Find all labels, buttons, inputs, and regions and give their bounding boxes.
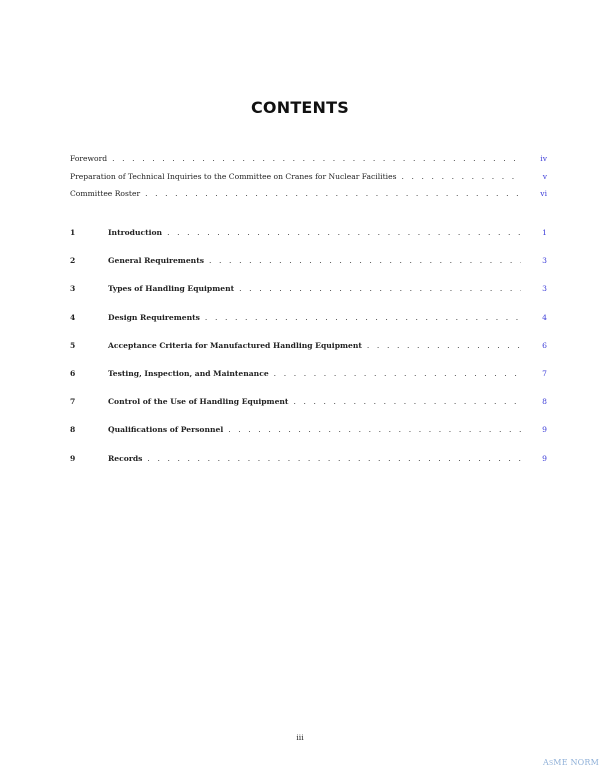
entry-title[interactable]: Design Requirements bbox=[108, 312, 200, 322]
entry-title[interactable]: Records bbox=[108, 453, 143, 463]
section-number: 8 bbox=[70, 425, 76, 435]
dot-leader bbox=[274, 368, 521, 380]
dot-leader bbox=[205, 312, 521, 324]
dot-leader bbox=[367, 340, 521, 352]
page-link[interactable]: 1 bbox=[542, 228, 547, 237]
entry-title[interactable]: Introduction bbox=[108, 228, 163, 237]
section-number: 9 bbox=[70, 453, 76, 463]
entry-title[interactable]: Qualifications of Personnel bbox=[108, 425, 224, 435]
page-link[interactable]: 8 bbox=[542, 397, 547, 407]
page-link[interactable]: 3 bbox=[542, 256, 547, 266]
entry-title[interactable]: General Requirements bbox=[108, 256, 204, 266]
section-number: 6 bbox=[70, 369, 76, 378]
entry-title[interactable]: Preparation of Technical Inquiries to the Committee on Cranes for Nuclear Facilities bbox=[70, 171, 397, 181]
page-link[interactable]: 9 bbox=[542, 453, 547, 463]
toc-section-entry[interactable] bbox=[70, 227, 547, 239]
toc-section-entry[interactable] bbox=[70, 453, 547, 465]
dot-leader bbox=[293, 396, 521, 408]
page-link[interactable]: v bbox=[542, 171, 547, 181]
section-number: 3 bbox=[70, 284, 76, 294]
entry-title[interactable]: Types of Handling Equipment bbox=[108, 284, 235, 294]
toc-front-matter-entry[interactable] bbox=[70, 153, 547, 165]
toc-section-entry[interactable] bbox=[70, 396, 547, 408]
page-link[interactable]: 6 bbox=[542, 340, 547, 350]
page-link[interactable]: iv bbox=[540, 154, 547, 163]
page-link[interactable]: vi bbox=[540, 189, 547, 198]
toc-front-matter-entry[interactable] bbox=[70, 171, 547, 183]
entry-title[interactable]: Committee Roster bbox=[70, 189, 141, 198]
toc-section-entry[interactable] bbox=[70, 424, 547, 436]
page-link[interactable]: 4 bbox=[542, 312, 547, 322]
page-link[interactable]: 7 bbox=[542, 369, 547, 378]
page-link[interactable]: 9 bbox=[542, 425, 547, 435]
dot-leader bbox=[228, 424, 521, 436]
page-title: CONTENTS bbox=[250, 98, 349, 117]
section-number: 4 bbox=[70, 312, 76, 322]
page-number: iii bbox=[296, 733, 304, 742]
dot-leader bbox=[147, 453, 521, 465]
section-number: 1 bbox=[70, 228, 76, 237]
entry-title[interactable]: Foreword bbox=[70, 154, 108, 163]
dot-leader bbox=[401, 171, 521, 183]
section-number: 5 bbox=[70, 340, 76, 350]
toc-section-entry[interactable] bbox=[70, 340, 547, 352]
dot-leader bbox=[209, 255, 521, 267]
toc-section-entry[interactable] bbox=[70, 368, 547, 380]
page-link[interactable]: 3 bbox=[542, 284, 547, 294]
section-number: 7 bbox=[70, 397, 76, 407]
dot-leader bbox=[167, 227, 521, 239]
dot-leader bbox=[239, 283, 521, 295]
toc-front-matter-entry[interactable] bbox=[70, 188, 547, 200]
toc-section-entry[interactable] bbox=[70, 255, 547, 267]
dot-leader bbox=[112, 153, 521, 165]
watermark-logo: ASME NORM bbox=[543, 758, 600, 767]
section-number: 2 bbox=[70, 256, 76, 266]
entry-title[interactable]: Testing, Inspection, and Maintenance bbox=[108, 369, 269, 378]
toc-section-entry[interactable] bbox=[70, 312, 547, 324]
entry-title[interactable]: Acceptance Criteria for Manufactured Handling Equipment bbox=[108, 340, 362, 350]
dot-leader bbox=[145, 188, 521, 200]
toc-section-entry[interactable] bbox=[70, 283, 547, 295]
entry-title[interactable]: Control of the Use of Handling Equipment bbox=[108, 397, 289, 407]
